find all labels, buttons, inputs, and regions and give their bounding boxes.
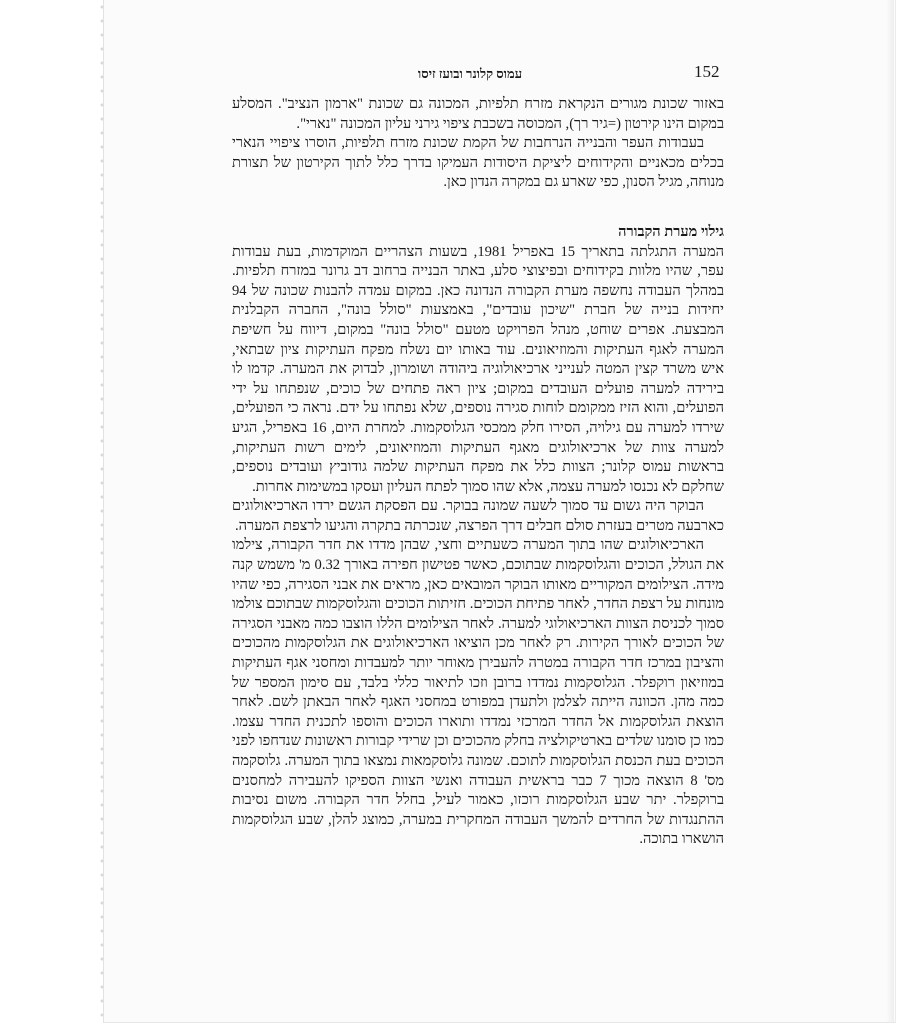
intro-paragraph: באזור שכונת מגורים הנקראת מזרח תלפיות, המכונה גם שכונת "ארמון הנציב". המסלע במקום הינו קירטון (=גיר רך), המכוסה בשכבת ציפוי גירני עליון המכונה "נארי". [232,96,724,132]
sheet-right-edge [886,0,894,1022]
intro-paragraph: בעבודות העפר והבנייה הנרחבות של הקמת שכונת מזרח תלפיות, הוסרו ציפויי הנארי בכלים מכאניים והקידוחים ליציקת היסודות העמיקו בדרך כלל לתוך הקירטון של תצורת מנוחה, מגיל הסנון, כפי שארע גם במקרה הנדון כאן. [232,135,724,191]
running-header: עמוס קלונר ובועז זיסו [417,66,523,81]
section-paragraph: המערה התגלתה בתאריך 15 באפריל 1981, בשעות הצהריים המוקדמות, בעת עבודות עפר, שהיו מלוות בקידוחים ובפיצוצי סלע, באתר הבנייה ברחוב דב גרונר במזרח תלפיות. במהלך העבודה נחשפה מערת הקבורה הנדונה כאן. במקום עמדה להבנות שכונה של 94 יחידות בנייה של חברת "שיכון עובדים", באמצעות "סולל בונה", החברה הקבלנית המבצעת. אפרים שוחט, מנהל הפרויקט מטעם "סולל בונה" במקום, דיווח על חשיפת המערה לאגף העתיקות והמוזיאונים. עוד באותו יום נשלח מפקח העתיקות ציון שבתאי, איש משרד קצין המטה לענייני ארכיאולוגיה ביהודה ושומרון, לבדוק את המערה. קדמו לו בירידה למערה פועלים העובדים במקום; ציון ראה פתחים של כוכים, שנפתחו על ידי הפועלים, והוא הזיז ממקומם לוחות סגירה נוספים, שלא נפתחו על ידם. נראה כי הפועלים, שירדו למערה עם גילויה, הסירו חלק ממכסי הגלוסקמות. למחרת היום, 16 באפריל, הגיע למערה צוות של ארכיאולוגים מאגף העתיקות והמוזיאונים, לימים רשות העתיקות, בראשות עמוס קלונר; הצוות כלל את מפקח העתיקות שלמה גודוביץ ועובדים נוספים, שחלקם לא נכנסו למערה עצמה, אלא שהו סמוך לפתח העליון ועסקו במשימות אחרות. [232,243,724,495]
body-text [232,95,724,850]
section-heading: גילוי מערת הקבורה [618,223,724,240]
section-paragraph: הארכיאולוגים שהו בתוך המערה כשעתיים וחצי, שבהן מדדו את חדר הקבורה, צילמו את הגולל, הכוכים והגלוסקמות שבתוכם, כאשר פטישון חפירה באורך 0.32 מ' משמש קנה מידה. הצילומים המקוריים מאותו הבוקר המובאים כאן, מראים את אבני הסגירה, כפי שהיו מונחות על רצפת החדר, לאחר פתיחת הכוכים. חזיתות הכוכים והגלוסקמות שבתוכם צולמו סמוך לכניסת הצוות הארכיאולוגי למערה. לאחר הצילומים הללו הוצבו כמה מאבני הסגירה של הכוכים לאורך הקירות. רק לאחר מכן הוציאו הארכיאולוגים את הגלוסקמות מהכוכים והציבון במרכז חדר הקבורה במטרה להעבירן מאוחר יותר למעבדות ומחסני אגף העתיקות במוזיאון רוקפלר. הגלוסקמות נמדדו ברובן וזכו לתיאור כללי בלבד, עם סימון המספר של כמה מהן. הכוונה הייתה לצלמן ולתעדן במפורט במחסני האגף לאחר הבאתן לשם. לאחר הוצאת הגלוסקמות אל החדר המרכזי נמדדו ותוארו הכוכים והוספו לתכנית החדר עצמו. כמו כן סומנו שלדים בארטיקולציה בחלק מהכוכים וכן שרידי קבורות ראשונות שנדחפו לפני הכוכים בעת הכנסת הגלוסקמות לתוכם. שמונה גלוסקמאות נמצאו בתוך המערה. גלוסקמה מס' 8 הוצאה מכוך 7 כבר בראשית העבודה ואנשי הצוות הספיקו להעבירה למחסנים ברוקפלר. יתר שבע הגלוסקמות רוכזו, כאמור לעיל, בחלל חדר הקבורה. משום נסיבות ההתנגדות של החרדים להמשך העבודה המחקרית במערה, כמוצג להלן, שבע הגלוסקמות הושארו בתוכה. [232,537,725,848]
section-paragraph: הבוקר היה גשום עד סמוך לשעה שמונה בבוקר. עם הפסקת הגשם ירדו הארכיאולוגים כארבעה מטרים בעזרת סולם חבלים דרך הפרצה, שנכרתה בתקרה והגיעו לרצפת המערה. [232,498,724,534]
page-number: 152 [694,62,720,81]
perforated-edge [98,0,106,1022]
section-spacer [232,193,724,223]
